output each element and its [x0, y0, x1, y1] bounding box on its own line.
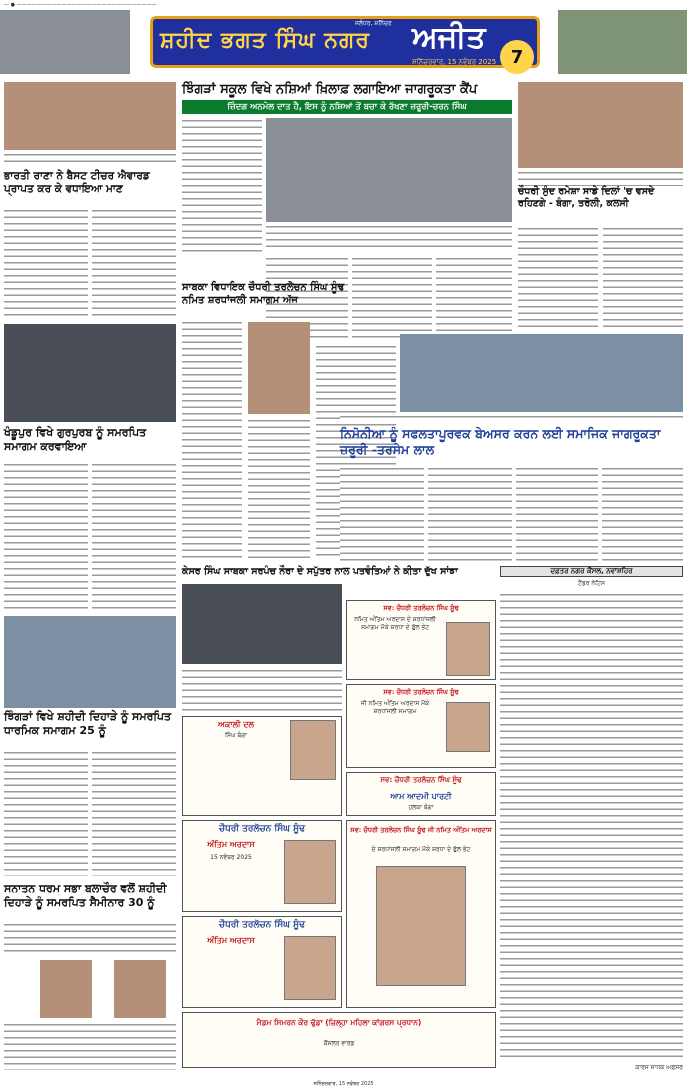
chaudhary-body-col2 [603, 226, 683, 330]
sanatan-body-top [4, 922, 176, 956]
ad-3-date: 15 ਨਵੰਬਰ 2025 [210, 854, 252, 861]
teacher-award-body-col1 [4, 208, 88, 320]
gurpurab-body-col1 [4, 462, 88, 612]
ad-2-portrait [446, 702, 490, 752]
kesar-singh-photo [182, 584, 342, 664]
teacher-award-photo [4, 82, 176, 150]
ad-6-name: ਮੈਡਮ ਸਿਮਰਨ ਕੌਰ ਢੁੱਡਾ (ਜ਼ਿਲ੍ਹਾ ਮਹਿਲਾ ਕਾਂਗਰਸ ਪ੍ਰਧਾਨ) [256, 1018, 422, 1027]
gurpurab-headline: ਖੰਡੂਪੁਰ ਵਿਖੇ ਗੁਰਪੁਰਬ ਨੂੰ ਸਮਰਪਿਤ ਸਮਾਗਮ ਕਰਵਾਇਆ [4, 426, 147, 453]
print-slug: — ● ———————————————————————————— [4, 2, 157, 8]
ad-2-line2: ਜੀ ਨਮਿਤ ਅੰਤਿਮ ਅਰਦਾਸ ਮੌਕੇ ਸ਼ਰਧਾਂਜਲੀ ਸਮਾਗਮ [360, 700, 430, 715]
page-number-badge: 7 [500, 40, 534, 74]
notice-title: ਦਫ਼ਤਰ ਨਗਰ ਕੌਂਸਲ, ਨਵਾਂਸ਼ਹਿਰ [500, 566, 683, 577]
gurpurab-body-col2 [92, 462, 176, 612]
teacher-award-caption [4, 152, 176, 166]
gurpurab-photo [4, 324, 176, 422]
main-photo-caption [266, 224, 512, 252]
pneumonia-body-col2 [428, 466, 512, 564]
sanatan-portrait-2 [114, 960, 166, 1018]
teacher-award-body-col2 [92, 208, 176, 320]
main-photo [266, 118, 512, 222]
ad-6-sub: ਕੌਂਸਲਰ ਵਾਰਡ [323, 1040, 355, 1047]
main-headline: ਝਿੰਗੜਾਂ ਸਕੂਲ ਵਿਖੇ ਨਸ਼ਿਆਂ ਖ਼ਿਲਾਫ਼ ਲਗਾਇਆ ਜਾਗਰੂਕਤਾ ਕੈਂਪ [182, 82, 478, 97]
main-body-col4 [436, 256, 512, 340]
shraddhanjali-body-col1 [182, 320, 242, 560]
pneumonia-body-col1 [340, 466, 424, 564]
ad-2b-text: ਸਵ: ਚੌਧਰੀ ਤਰਲੋਚਨ ਸਿੰਘ ਸੂੰਢ [380, 776, 462, 784]
teacher-award-headline: ਭਾਰਤੀ ਰਾਣਾ ਨੇ ਬੈਸਟ ਟੀਚਰ ਐਵਾਰਡ ਪ੍ਰਾਪਤ ਕਰ ਕੇ ਵਧਾਇਆ ਮਾਣ [4, 170, 150, 196]
shaheedi-body-col2 [92, 750, 176, 876]
masthead-statue-photo [0, 10, 130, 74]
page-footer: ਸ਼ਨਿੱਚਰਵਾਰ, 15 ਨਵੰਬਰ 2025 [313, 1081, 374, 1087]
pneumonia-photo-caption [340, 414, 683, 422]
kesar-singh-body [182, 668, 342, 712]
ad-4-sub: ਅੰਤਿਮ ਅਰਦਾਸ [207, 936, 255, 945]
main-body-col3 [352, 256, 432, 340]
ad-3-sub: ਅੰਤਿਮ ਅਰਦਾਸ [207, 840, 255, 849]
pneumonia-body-col4 [602, 466, 683, 564]
masthead-date: ਸ਼ਨਿੱਚਰਵਾਰ, 15 ਨਵੰਬਰ 2025 [412, 58, 497, 66]
masthead-building-photo [558, 10, 687, 74]
ad-3-title: ਚੌਧਰੀ ਤਰਲੋਚਨ ਸਿੰਘ ਸੂੰਢ [219, 824, 305, 834]
chaudhary-body-col1 [518, 226, 598, 330]
shaheedi-headline: ਝਿੰਗੜਾਂ ਵਿਖੇ ਸ਼ਹੀਦੀ ਦਿਹਾੜੇ ਨੂੰ ਸਮਰਪਿਤ ਧਾਰਮਿਕ ਸਮਾਗਮ 25 ਨੂੰ [4, 710, 172, 737]
sanatan-headline: ਸਨਾਤਨ ਧਰਮ ਸਭਾ ਬਲਾਚੌਰ ਵਲੋਂ ਸ਼ਹੀਦੀ ਦਿਹਾੜੇ ਨੂੰ ਸਮਰਪਿਤ ਸੈਮੀਨਾਰ 30 ਨੂੰ [4, 882, 167, 909]
ad-1-line2: ਨਮਿਤ ਅੰਤਿਮ ਅਰਦਾਸ ਦੇ ਸ਼ਰਧਾਂਜਲੀ ਸਮਾਗਮ ਮੌਕੇ ਸ਼ਰਧਾ ਦੇ ਫੁੱਲ ਭੇਟ [354, 616, 436, 631]
sanatan-portrait-1 [40, 960, 92, 1018]
chaudhary-caption [518, 170, 683, 186]
ad-2-line1: ਸਵ: ਚੌਧਰੀ ਤਰਲੋਚਨ ਸਿੰਘ ਸੂੰਢ [383, 688, 459, 696]
masthead-paper-name: ਅਜੀਤ [412, 20, 486, 55]
pneumonia-headline: ਨਿਮੋਨੀਆ ਨੂੰ ਸਫਲਤਾਪੂਰਵਕ ਬੇਅਸਰ ਕਰਨ ਲਈ ਸਮਾਜਿਕ ਜਾਗਰੂਕਤਾ ਜ਼ਰੂਰੀ -ਤਰਸੇਮ ਲਾਲ [340, 426, 661, 457]
ad-5-line2: ਦੇ ਸ਼ਰਧਾਂਜਲੀ ਸਮਾਗਮ ਮੌਕੇ ਸ਼ਰਧਾ ਦੇ ਫੁੱਲ ਭੇਟ [371, 846, 471, 853]
ad-5-portrait [376, 866, 466, 986]
ad-3-portrait [284, 840, 336, 904]
main-subhead: ਜ਼ਿੰਦਗ ਅਨਮੋਲ ਦਾਤ ਹੈ, ਇਸ ਨੂੰ ਨਸ਼ਿਆਂ ਤੋਂ ਬਚਾ ਕੇ ਰੱਖਣਾ ਜ਼ਰੂਰੀ-ਚਰਨ ਸਿੰਘ [182, 100, 512, 114]
shraddhanjali-headline: ਸਾਬਕਾ ਵਿਧਾਇਕ ਚੌਧਰੀ ਤਰਲੋਚਨ ਸਿੰਘ ਸੂੰਢ ਨਮਿਤ ਸ਼ਰਧਾਂਜਲੀ ਸਮਾਗਮ ਅੱਜ [182, 282, 345, 306]
ad-2b-party-sub: ਹਲਕਾ ਬੰਗਾ [408, 804, 434, 811]
shaheedi-body-col1 [4, 750, 88, 876]
small-ad-portrait [290, 720, 336, 780]
ad-5-line1: ਸਵ: ਚੌਧਰੀ ਤਰਲੋਚਨ ਸਿੰਘ ਸੂੰਢ ਜੀ ਨਮਿਤ ਅੰਤਿਮ ਅਰਦਾਸ [350, 826, 492, 834]
ad-1-line1: ਸਵ: ਚੌਧਰੀ ਤਰਲੋਚਨ ਸਿੰਘ ਸੂੰਢ [383, 604, 459, 612]
shraddhanjali-portrait [248, 322, 310, 414]
kesar-singh-headline: ਕੇਸਰ ਸਿੰਘ ਸਾਬਕਾ ਸਰਪੰਚ ਨੌਰਾ ਦੇ ਸਪੁੱਤਰ ਨਾਲ ਪਤਵੰਤਿਆਂ ਨੇ ਕੀਤਾ ਦੁੱਖ ਸਾਂਝਾ [182, 566, 458, 577]
ad-4-title: ਚੌਧਰੀ ਤਰਲੋਚਨ ਸਿੰਘ ਸੂੰਢ [219, 920, 305, 930]
pneumonia-body-col3 [516, 466, 598, 564]
notice-footer: ਕਾਰਜ ਸਾਧਕ ਅਫ਼ਸਰ [635, 1064, 683, 1071]
ad-2b-party: ਆਮ ਆਦਮੀ ਪਾਰਟੀ [390, 792, 452, 801]
notice-sub: ਟੈਂਡਰ ਨੋਟਿਸ [578, 580, 605, 587]
notice-body [500, 592, 683, 1062]
masthead-title: ਸ਼ਹੀਦ ਭਗਤ ਸਿੰਘ ਨਗਰ [160, 28, 371, 53]
small-ad-title: ਅਕਾਲੀ ਦਲ [218, 720, 254, 729]
shraddhanjali-body-col2 [248, 418, 310, 560]
small-ad-name: ਸਿੰਘ ਬੰਗਾ [225, 732, 247, 739]
chaudhary-headline: ਚੌਧਰੀ ਸੁੰਦ ਰਮੇਸ਼ਾ ਸਾਡੇ ਦਿਲਾਂ 'ਚ ਵਸਦੇ ਰਹਿਣਗੇ - ਬੰਗਾ, ਤਰੋਲੀ, ਕਲਸੀ [518, 186, 655, 209]
chaudhary-photo [518, 82, 683, 168]
pneumonia-photo [400, 334, 683, 412]
main-body-col1 [182, 118, 262, 252]
ad-1-portrait [446, 622, 490, 676]
sanatan-body-bottom [4, 1022, 176, 1070]
masthead-place: ਜਲੰਧਰ, ਸ਼ਨਿੱਚਰ [355, 20, 392, 27]
shaheedi-photo [4, 616, 176, 708]
ad-4-portrait [284, 936, 336, 1000]
